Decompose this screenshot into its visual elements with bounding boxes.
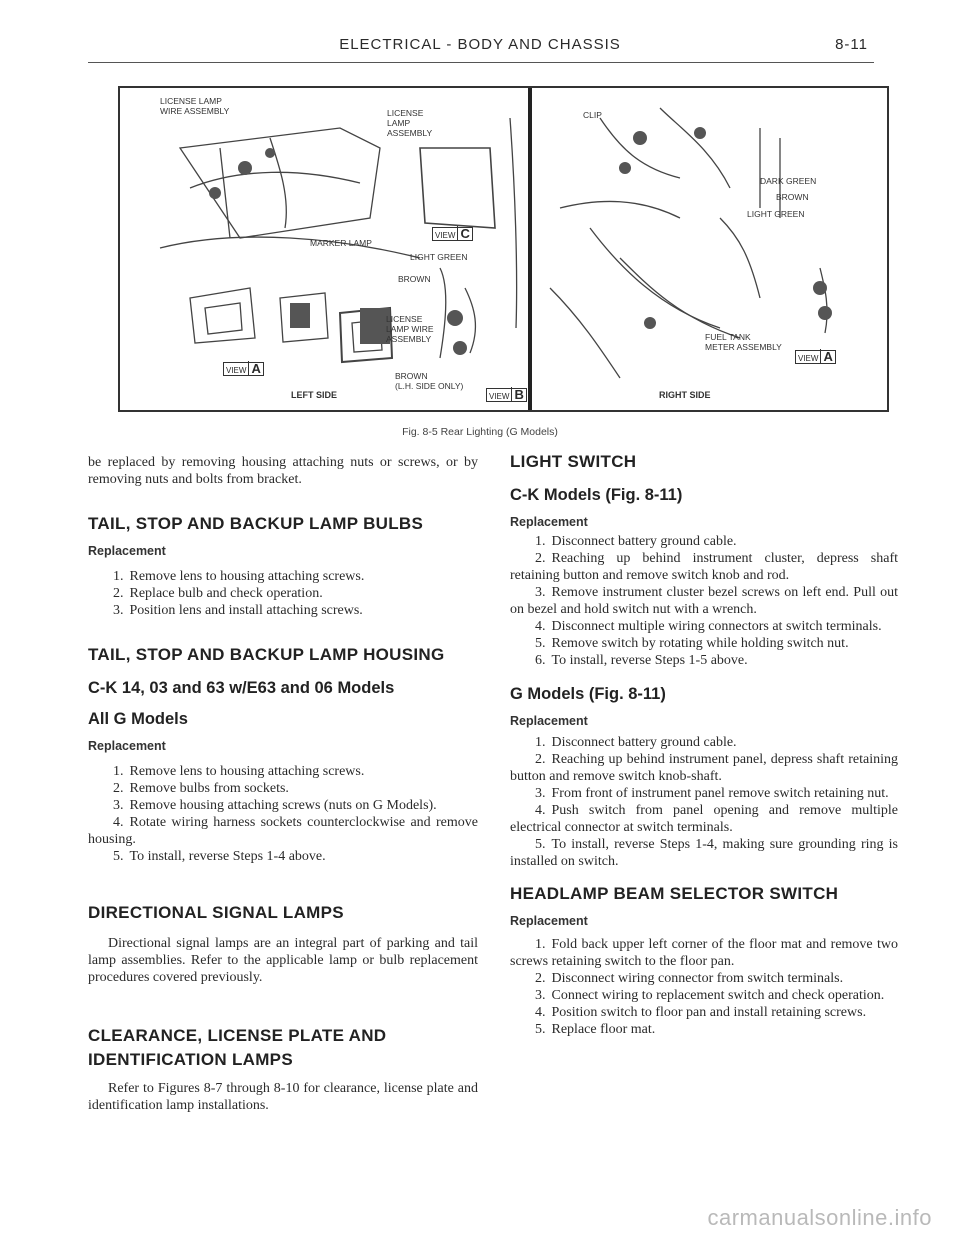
figure-divider (528, 88, 532, 410)
step-item: 6. To install, reverse Steps 1-5 above. (535, 653, 748, 668)
tail-stop-bulbs-steps (88, 568, 478, 619)
figure-caption: Fig. 8-5 Rear Lighting (G Models) (402, 426, 558, 438)
clearance-heading-line2: IDENTIFICATION LAMPS (88, 1050, 293, 1069)
light-switch-g-steps (510, 734, 898, 870)
label-marker-lamp: MARKER LAMP (310, 238, 372, 248)
step-item: 2. Remove bulbs from sockets. (113, 781, 289, 796)
tail-stop-housing-heading: TAIL, STOP AND BACKUP LAMP HOUSING (88, 645, 445, 664)
step-item: 4. Rotate wiring harness sockets counterclockwise and remove housing. (88, 815, 478, 847)
tail-stop-bulbs-replacement: Replacement (88, 544, 166, 558)
rear-lighting-figure (118, 86, 889, 412)
intro-paragraph: be replaced by removing housing attaching nuts or screws, or by removing nuts and bolts from bracket. (88, 455, 478, 487)
step-item: 5. Replace floor mat. (535, 1022, 656, 1037)
label-clip: CLIP (583, 110, 602, 120)
left-column (88, 454, 478, 1114)
step-item: 5. To install, reverse Steps 1-4 above. (113, 849, 326, 864)
step-item: 2. Replace bulb and check operation. (113, 586, 323, 601)
label-brown-right: BROWN (776, 192, 809, 202)
step-item: 2. Reaching up behind instrument cluster, depress shaft retaining button and remove switch knob and rod. (510, 551, 898, 583)
page-number: 8-11 (835, 36, 868, 53)
header-rule (88, 62, 874, 63)
clearance-paragraph: Refer to Figures 8-7 through 8-10 for clearance, license plate and identification lamp installations. (88, 1081, 478, 1113)
tail-stop-housing-replacement: Replacement (88, 739, 166, 753)
light-switch-ck-replacement: Replacement (510, 515, 588, 529)
step-item: 1. Disconnect battery ground cable. (535, 534, 737, 549)
step-item: 1. Disconnect battery ground cable. (535, 735, 737, 750)
step-item: 3. Remove housing attaching screws (nuts on G Models). (113, 798, 437, 813)
step-item: 5. To install, reverse Steps 1-4, making sure grounding ring is installed on switch. (510, 837, 898, 869)
light-switch-ck-steps (510, 533, 898, 669)
label-brown-left: BROWN (398, 274, 431, 284)
directional-signal-paragraph: Directional signal lamps are an integral part of parking and tail lamp assemblies. Refer to the applicable lamp or bulb replacement procedures covered previously. (88, 936, 478, 985)
view-c-box: VIEW C (432, 227, 473, 241)
label-license-lamp-wire-assembly: LICENSE LAMP WIRE ASSEMBLY (160, 96, 230, 116)
label-light-green-left: LIGHT GREEN (410, 252, 468, 262)
step-item: 1. Remove lens to housing attaching screws. (113, 764, 365, 779)
clearance-heading-line1: CLEARANCE, LICENSE PLATE AND (88, 1026, 387, 1045)
step-item: 2. Disconnect wiring connector from switch terminals. (535, 971, 844, 986)
view-a-left-box: VIEW A (223, 362, 264, 376)
headlamp-beam-selector-heading: HEADLAMP BEAM SELECTOR SWITCH (510, 884, 839, 903)
step-item: 1. Remove lens to housing attaching screws. (113, 569, 365, 584)
label-left-side: LEFT SIDE (291, 390, 338, 400)
all-g-models-heading: All G Models (88, 710, 188, 728)
step-item: 3. Connect wiring to replacement switch and check operation. (535, 988, 885, 1003)
label-license-lamp-wire-assembly-2: LICENSE LAMP WIRE ASSEMBLY (386, 314, 434, 344)
watermark: carmanualsonline.info (707, 1205, 932, 1230)
step-item: 3. From front of instrument panel remove switch retaining nut. (535, 786, 889, 801)
tail-stop-housing-steps (88, 763, 478, 865)
right-column (510, 452, 898, 1038)
view-a-right-box: VIEW A (795, 350, 836, 364)
view-b-box: VIEW B (486, 388, 527, 402)
step-item: 4. Position switch to floor pan and install retaining screws. (535, 1005, 867, 1020)
light-switch-g-replacement: Replacement (510, 714, 588, 728)
headlamp-steps (510, 936, 898, 1038)
label-brown-lh-side-only: BROWN (L.H. SIDE ONLY) (395, 371, 464, 391)
light-switch-heading: LIGHT SWITCH (510, 452, 637, 471)
g-models-fig-heading: G Models (Fig. 8-11) (510, 685, 666, 703)
page-header-title: ELECTRICAL - BODY AND CHASSIS (339, 36, 621, 53)
directional-signal-heading: DIRECTIONAL SIGNAL LAMPS (88, 903, 344, 922)
label-right-side: RIGHT SIDE (659, 390, 711, 400)
step-item: 2. Reaching up behind instrument panel, depress shaft retaining button and remove switch knob-shaft. (510, 752, 898, 784)
step-item: 1. Fold back upper left corner of the floor mat and remove two screws retaining switch to the floor pan. (510, 937, 898, 969)
ck-models-fig-heading: C-K Models (Fig. 8-11) (510, 486, 683, 504)
label-license-lamp-assembly: LICENSE LAMP ASSEMBLY (387, 108, 433, 138)
label-fuel-tank-meter-assembly: FUEL TANK METER ASSEMBLY (705, 332, 782, 352)
tail-stop-bulbs-heading: TAIL, STOP AND BACKUP LAMP BULBS (88, 514, 424, 533)
headlamp-replacement: Replacement (510, 914, 588, 928)
step-item: 4. Disconnect multiple wiring connectors at switch terminals. (535, 619, 882, 634)
label-light-green-right: LIGHT GREEN (747, 209, 805, 219)
ck-models-heading: C-K 14, 03 and 63 w/E63 and 06 Models (88, 679, 395, 697)
step-item: 3. Remove instrument cluster bezel screws on left end. Pull out on bezel and hold switch nut with a wrench. (510, 585, 898, 617)
step-item: 3. Position lens and install attaching screws. (113, 603, 363, 618)
step-item: 4. Push switch from panel opening and remove multiple electrical connector at switch terminals. (510, 803, 898, 835)
label-dark-green: DARK GREEN (760, 176, 817, 186)
step-item: 5. Remove switch by rotating while holding switch nut. (535, 636, 849, 651)
